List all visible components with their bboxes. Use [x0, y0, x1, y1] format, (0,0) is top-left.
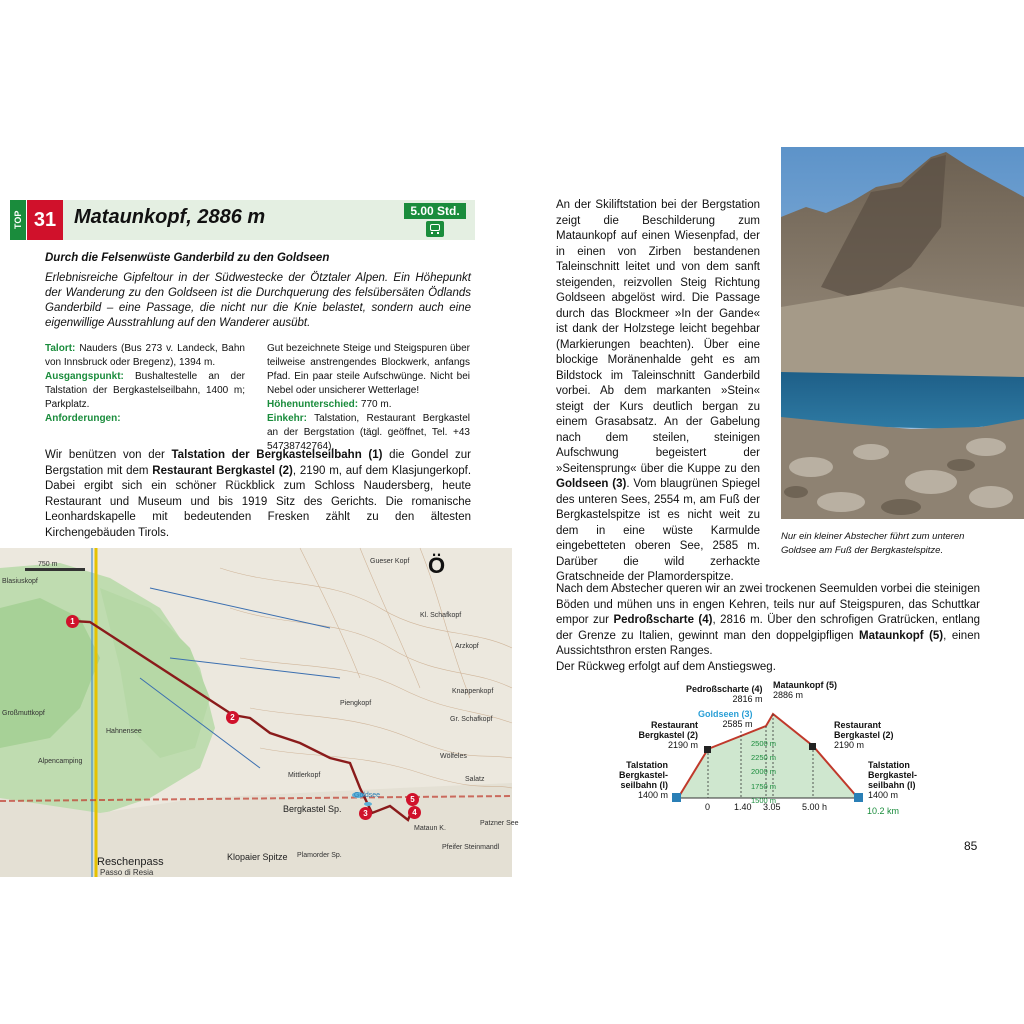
map-label: Klopaier Spitze [227, 852, 288, 862]
waypoint-4: 4 [408, 806, 421, 819]
alt-tick: 2250 m [751, 753, 777, 762]
text-run: Wir benützen von der [45, 449, 172, 461]
map-label: Kl. Schafkopf [420, 612, 462, 619]
map-label: Alpencamping [38, 758, 83, 765]
tour-intro: Erlebnisreiche Gipfeltour in der Südwestecke der Ötztaler Alpen. Ein Höhepunkt der Wanderung zu den Goldseen ist die Durchquerung des felsübersäten Ödlands Ganderbild – eine Passage, die nicht nur die Knie belastet, sondern auch eine eigenwillige Ausstrahlung auf den Wanderer ausübt. [45, 272, 471, 329]
map-label: Bergkastel Sp. [283, 804, 342, 814]
body-paragraph-3 [556, 582, 980, 675]
top-badge: TOP [10, 200, 26, 240]
einkehr-label: Einkehr: [267, 413, 308, 424]
ausgangspunkt-value: Bushaltestelle an der Talstation der Bergkastelseilbahn, 1400 m; Parkplatz. [45, 371, 245, 410]
map-label: Piengkopf [340, 700, 372, 707]
profile-label-talstation-left: Talstation Bergkastel-seilbahn (l) 1400 m [618, 760, 668, 800]
talort-value: Nauders (Bus 273 v. Landeck, Bahn von Innsbruck oder Bregenz), 1394 m. [45, 343, 245, 368]
profile-label-goldseen: Goldseen (3) 2585 m [698, 709, 753, 729]
map-label: Reschenpass [97, 856, 164, 868]
text-bold: Talstation der Bergkastelseilbahn (1) [171, 449, 383, 461]
waypoint-2: 2 [226, 711, 239, 724]
body-paragraph-1 [45, 448, 471, 541]
elevation-profile [610, 676, 918, 826]
map-label: Pfeifer Steinmandl [442, 844, 500, 851]
duration-badge: 5.00 Std. [404, 203, 466, 219]
alt-tick: 2000 m [751, 767, 777, 776]
time-tick: 1.40 [734, 802, 752, 812]
map-label: Goldsee [354, 792, 381, 799]
map-label: Salatz [465, 776, 485, 783]
hoehenunterschied-value: 770 m. [360, 399, 392, 410]
text-run: An der Skiliftstation bei der Bergstation zeigt die Beschilderung zum Mataunkopf auf einen Wiesenpfad, der in einen von Zirben bestandenen Taleinschnitt leitet und von dem sanft steigenden, reizvollen Steig Richtung Goldseen abgelöst wird. Die Passage durch das Blockmeer »In der Gande« ist dank der Holzstege leicht begehbar (Markierungen beachten). Über eine blockige Moränenhalde geht es am Bildstock im Taleinschnitt Ganderbild vorbei. Ab dem markanten »Stein« steigt der Kurs deutlich bergan zu einem Grasabsatz. An der Gabelung nach dem steilen, steinigen Aufschwung begeistert der »Seitensprung« über die Kuppe zu den [556, 199, 760, 475]
map-label: Mittlerkopf [288, 772, 321, 779]
profile-label-restaurant-right: Restaurant Bergkastel (2) 2190 m [834, 720, 894, 750]
einkehr-value: Talstation, Restaurant Bergkastel an der Bergstation (tägl. geöffnet, Tel. +43 54738742764). [267, 413, 470, 452]
page-number: 85 [964, 839, 978, 853]
map-label: Plamorder Sp. [297, 852, 342, 859]
alt-tick: 1750 m [751, 782, 777, 791]
lake-photo-image [781, 147, 1024, 519]
text-run: Der Rückweg erfolgt auf dem Anstiegsweg. [556, 660, 776, 673]
map-label: Mataun K. [414, 825, 446, 832]
text-run: , einen Aussichtsthron ersten Ranges. [556, 629, 980, 657]
photo-caption: Nur ein kleiner Abstecher führt zum unteren Goldsee am Fuß der Bergkastelspitze. [781, 531, 965, 556]
hoehenunterschied-label: Höhenunterschied: [267, 399, 359, 410]
map-scale: 750 m [38, 561, 58, 568]
info-box-right [267, 342, 470, 454]
alt-tick: 1500 m [751, 796, 777, 805]
time-tick: 5.00 h [802, 802, 828, 812]
text-bold: Goldseen (3) [556, 478, 627, 490]
alt-tick: 2500 m [751, 739, 777, 748]
tour-subtitle: Durch die Felsenwüste Ganderbild zu den Goldseen [45, 252, 330, 264]
text-run: , 2190 m, auf dem Klasjungerkopf. Dabei ergibt sich ein schöner Rückblick zum Schloss Naudersberg, heute Restaurant und Museum und bis 1919 Sitz des Gerichts. Die romanische Leonhardskapelle mit bedeutenden Fresken zählt zu den ältesten Kirchengebäuden Tirols. [45, 464, 472, 539]
map-label: Wölfeles [440, 753, 467, 760]
map-region-letter: Ö [428, 553, 446, 578]
map-label: Patzner See [480, 820, 519, 827]
map-label: Arzkopf [455, 643, 479, 650]
info-box-left [45, 342, 245, 426]
map-label: Gueser Kopf [370, 558, 410, 565]
text-bold: Mataunkopf (5) [859, 629, 944, 642]
time-tick: 3.05 [763, 802, 781, 812]
waypoint-5: 5 [406, 793, 419, 806]
text-run: , 2816 m. Über den schrofigen Gratrücken, entlang der Grenze zu Italien, gewinnt man den doppelgipfligen [556, 614, 980, 642]
talort-label: Talort: [45, 343, 76, 354]
map-label: Blasiuskopf [2, 578, 38, 585]
text-bold: Pedroßscharte (4) [613, 614, 713, 626]
text-bold: Restaurant Bergkastel (2) [152, 464, 293, 477]
profile-label-restaurant-left: Restaurant Bergkastel (2) 2190 m [638, 720, 698, 750]
map-label: Großmuttkopf [2, 710, 45, 717]
profile-label-pedross: Pedroßscharte (4) 2816 m [686, 684, 763, 704]
anforderungen-label: Anforderungen: [45, 413, 121, 424]
time-tick: 0 [705, 802, 711, 812]
distance-label: 10.2 km [867, 806, 900, 816]
lake-photo [781, 147, 1024, 519]
text-run: Nach dem Abstecher queren wir an zwei trockenen Seemulden vorbei die steinigen Böden und mühen uns in engen Kehren, teils nur auf Steigspuren, das Schuttkar empor zur [556, 583, 980, 626]
ausgangspunkt-label: Ausgangspunkt: [45, 371, 124, 382]
text-run: die Gondel zur Bergstation mit dem [45, 449, 471, 477]
profile-label-talstation-right: Talstation Bergkastel-seilbahn (l) 1400 m [868, 760, 918, 800]
topographic-map [0, 548, 519, 877]
waypoint-3: 3 [359, 807, 372, 820]
map-label: Hahnensee [106, 728, 142, 735]
waypoint-1: 1 [66, 615, 79, 628]
tour-title: Mataunkopf, 2886 m [74, 206, 266, 228]
tour-number: 31 [27, 200, 63, 240]
map-label: Knappenkopf [452, 688, 494, 695]
anforderungen-value: Gut bezeichnete Steige und Steigspuren über teilweise anstrengendes Blockwerk, anfangs Pfad. Ein paar steile Aufschwünge. Nicht bei Nebel oder unsicherer Wetterlage! [267, 343, 470, 396]
profile-label-mataun: Mataunkopf (5) 2886 m [773, 680, 837, 700]
map-label: Passo di Resia [100, 868, 154, 877]
bus-icon [426, 221, 444, 237]
body-paragraph-2 [556, 198, 760, 586]
map-label: Gr. Schafkopf [450, 716, 493, 723]
text-run: . Vom blaugrünen Spiegel des unteren Sees, 2554 m, am Fuß der Bergkastelspitze ist es nicht weit zu dem in eine wüste Karmulde eingebetteten oberen See, 2585 m. Darüber die wild zerhackte Gratschneide der Plamorderspitze. [556, 478, 760, 583]
